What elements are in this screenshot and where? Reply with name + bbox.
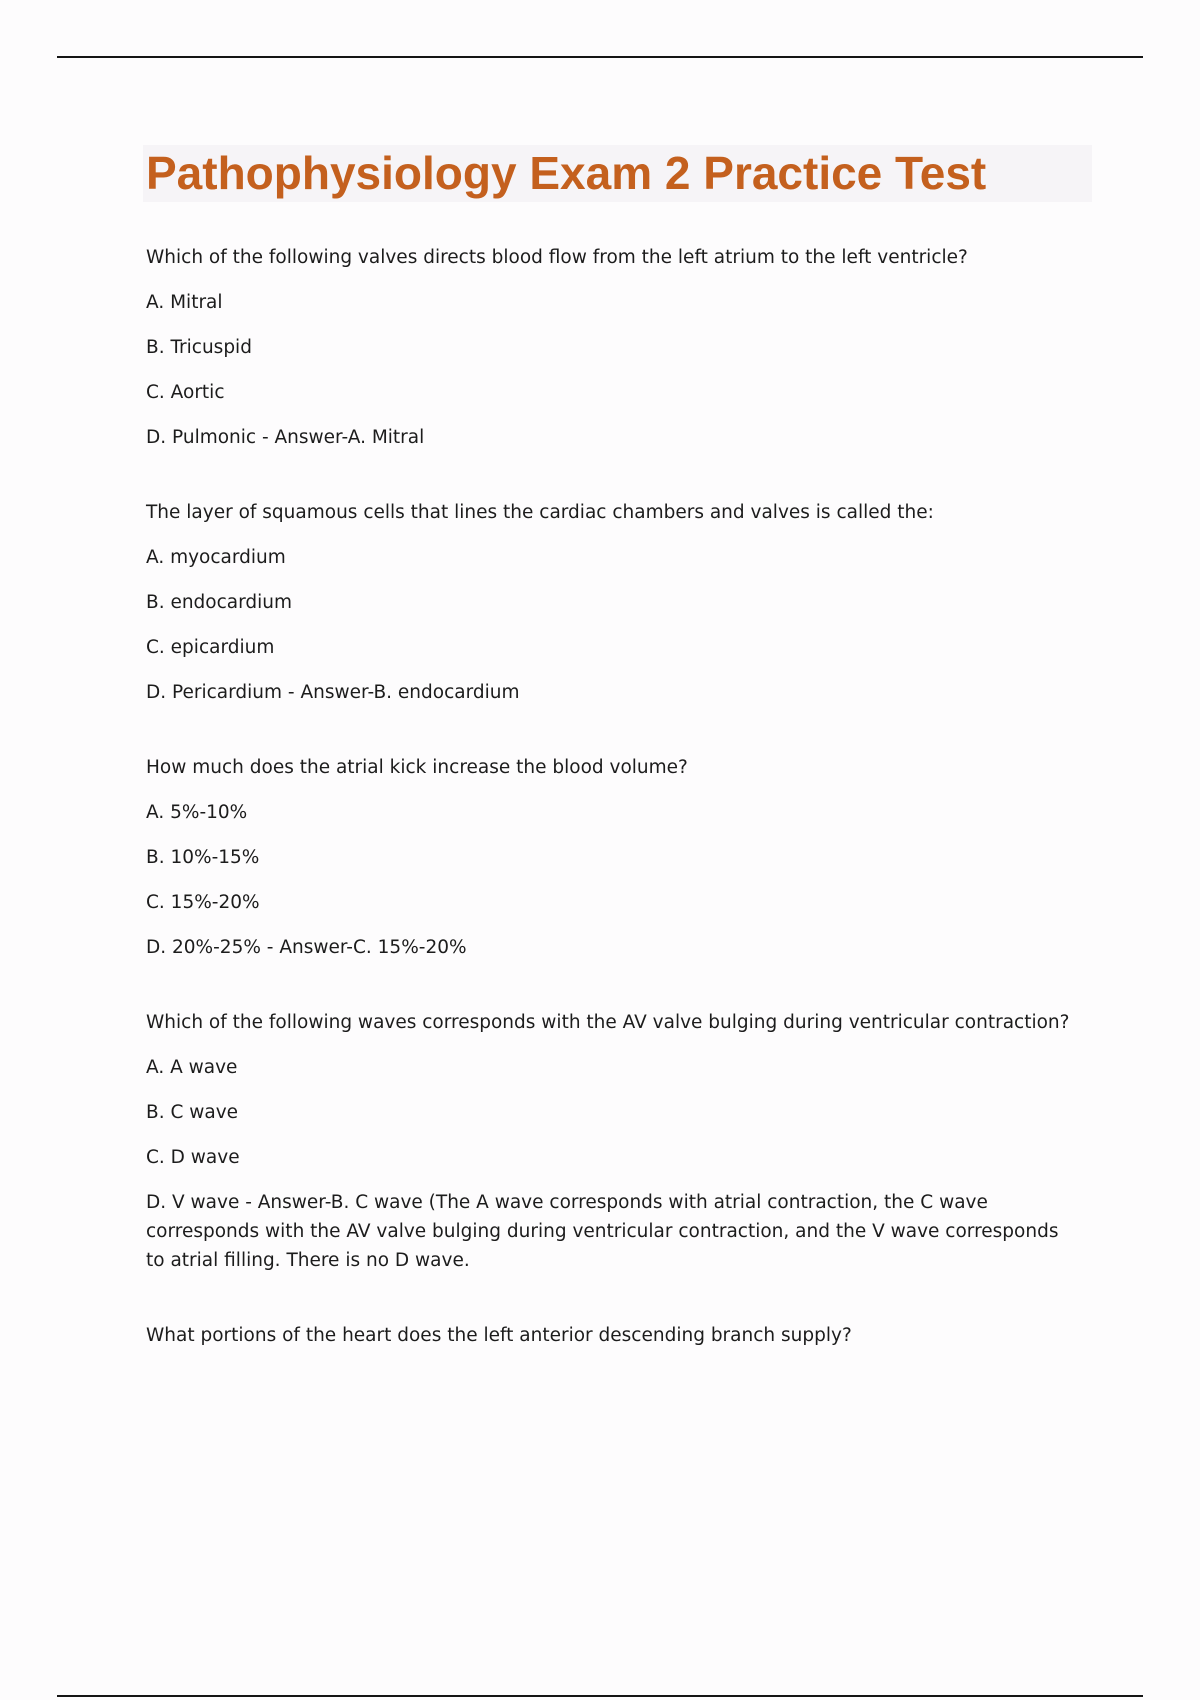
answer-option-with-answer: D. V wave - Answer-B. C wave (The A wave corresponds with atrial contraction, the C wave corresponds with the AV valve bulging during ventricular contraction, and the V wave corresponds to atrial filling. There is no D wave.	[146, 1192, 1059, 1271]
question-block	[146, 243, 1076, 452]
header-rule	[57, 56, 1143, 58]
footer-rule	[57, 1695, 1143, 1697]
answer-option-with-answer: D. 20%-25% - Answer-C. 15%-20%	[146, 937, 467, 958]
answer-option: B. Tricuspid	[146, 337, 252, 358]
question-text: What portions of the heart does the left anterior descending branch supply?	[146, 1325, 852, 1346]
answer-option: C. Aortic	[146, 382, 225, 403]
answer-option-with-answer: D. Pulmonic - Answer-A. Mitral	[146, 427, 425, 448]
question-block	[146, 1321, 1076, 1350]
answer-option: A. Mitral	[146, 292, 223, 313]
answer-option: B. endocardium	[146, 592, 293, 613]
answer-option: B. C wave	[146, 1102, 239, 1123]
answer-option: A. A wave	[146, 1057, 238, 1078]
question-block	[146, 1008, 1076, 1275]
answer-option: B. 10%-15%	[146, 847, 260, 868]
question-text: How much does the atrial kick increase the blood volume?	[146, 757, 688, 778]
question-text: Which of the following waves corresponds with the AV valve bulging during ventricular contraction?	[146, 1012, 1070, 1033]
answer-option-with-answer: D. Pericardium - Answer-B. endocardium	[146, 682, 520, 703]
answer-option: A. 5%-10%	[146, 802, 248, 823]
question-block	[146, 498, 1076, 707]
answer-option: C. D wave	[146, 1147, 240, 1168]
answer-option: A. myocardium	[146, 547, 286, 568]
question-text: The layer of squamous cells that lines the cardiac chambers and valves is called the:	[146, 502, 934, 523]
answer-option: C. epicardium	[146, 637, 275, 658]
document-title: Pathophysiology Exam 2 Practice Test	[146, 147, 987, 199]
question-text: Which of the following valves directs blood flow from the left atrium to the left ventricle?	[146, 247, 968, 268]
question-block	[146, 753, 1076, 962]
answer-option: C. 15%-20%	[146, 892, 260, 913]
question-list	[146, 243, 1076, 1366]
